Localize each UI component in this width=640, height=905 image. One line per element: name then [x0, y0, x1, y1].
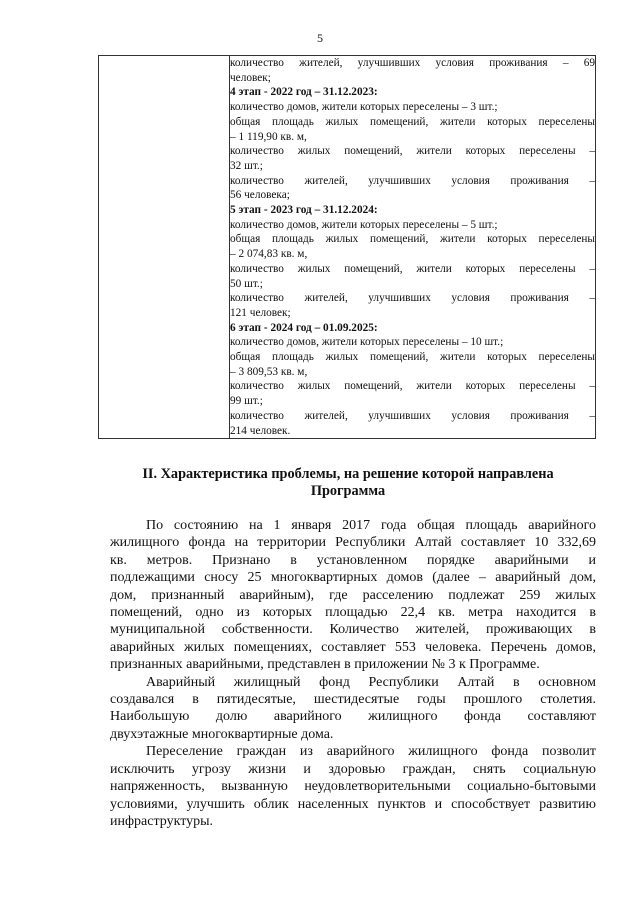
stage-detail-line: общая площадь жилых помещений, жители которых переселены [230, 115, 595, 128]
stage-detail-line: общая площадь жилых помещений, жители которых переселены [230, 351, 595, 364]
section-heading-line-1: II. Характеристика проблемы, на решение которой направлена [142, 466, 554, 482]
stage-detail-line: количество жилых помещений, жители которых переселены – [230, 380, 595, 393]
paragraph-line: подлежащими сносу 25 многоквартирных домов (далее – аварийный дом, [110, 570, 596, 586]
paragraph [110, 743, 596, 830]
paragraph-line: дом, признанный аварийным), где расселению подлежат 259 жилых [110, 587, 596, 603]
paragraph-line: создавался в пятидесятые, шестидесятые годы прошлого столетия. [110, 692, 596, 708]
stage-detail-line: количество жителей, улучшивших условия проживания – [230, 292, 595, 305]
stage-detail-line: количество домов, жители которых переселены – 10 шт.; [230, 336, 504, 349]
paragraph-line: напряженность, вызванную неудовлетворительными социально-бытовыми [110, 779, 596, 795]
paragraph-line: Переселение граждан из аварийного жилищного фонда позволит [146, 744, 596, 760]
paragraph-line: муниципальной собственности. Количество жителей, проживающих в [110, 622, 596, 638]
stage-title: 6 этап - 2024 год – 01.09.2025: [230, 321, 378, 334]
paragraph-line: помещений, одно из которых площадью 22,4 кв. метра находится в [110, 605, 596, 621]
stage-title: 5 этап - 2023 год – 31.12.2024: [230, 204, 378, 217]
stage-title: 4 этап - 2022 год – 31.12.2023: [230, 86, 378, 99]
paragraph-line: условиями, улучшить облик населенных пунктов и способствует развитию [110, 796, 596, 812]
stage-detail-line: человек; [230, 71, 271, 84]
paragraph-line: По состоянию на 1 января 2017 года общая площадь аварийного [146, 518, 596, 533]
paragraph-line: двухэтажные многоквартирные дома. [110, 726, 334, 742]
table-label-cell [99, 56, 230, 439]
stage-detail-line: количество жилых помещений, жители которых переселены – [230, 145, 595, 158]
stage-detail-line: количество жителей, улучшивших условия проживания – 69 [230, 57, 595, 69]
stage-detail-line: 32 шт.; [230, 159, 263, 172]
paragraph-line: признанных аварийными, представлен в приложении № 3 к Программе. [110, 657, 540, 673]
stage-detail-line: общая площадь жилых помещений, жители которых переселены [230, 233, 595, 246]
paragraph [110, 517, 596, 674]
section-heading-line-2: Программа [310, 483, 386, 499]
table-stages-cell [230, 56, 596, 439]
paragraph-line: жилищного фонда на территории Республики Алтай составляет 10 332,69 [110, 535, 596, 551]
stage-detail-line: количество домов, жители которых переселены – 3 шт.; [230, 101, 498, 114]
stage-detail-line: 50 шт.; [230, 277, 263, 290]
stage-detail-line: количество жителей, улучшивших условия проживания – [230, 409, 595, 422]
paragraph-line: исключить угрозу жизни и здоровью граждан, снять социальную [110, 761, 596, 777]
stage-detail-line: количество домов, жители которых переселены – 5 шт.; [230, 218, 498, 231]
stage-detail-line: – 1 119,90 кв. м, [230, 130, 307, 143]
stage-detail-line: 56 человека; [230, 189, 290, 202]
page-number: 5 [317, 31, 323, 45]
stage-detail-line: – 2 074,83 кв. м, [230, 248, 308, 261]
program-stages-table [98, 55, 596, 439]
stage-detail-line: 99 шт.; [230, 395, 263, 408]
paragraph [110, 674, 596, 744]
paragraph-line: аварийных жилых помещениях, составляет 553 человека. Перечень домов, [110, 639, 596, 655]
paragraph-line: Аварийный жилищный фонд Республики Алтай в основном [146, 674, 596, 690]
stage-detail-line: количество жилых помещений, жители которых переселены – [230, 262, 595, 275]
section-body [110, 517, 596, 830]
section-heading [100, 466, 596, 500]
stage-detail-line: 214 человек. [230, 424, 291, 437]
stage-detail-line: – 3 809,53 кв. м, [230, 365, 308, 378]
stage-detail-line: количество жителей, улучшивших условия проживания – [230, 174, 595, 187]
paragraph-line: инфраструктуры. [110, 813, 214, 829]
paragraph-line: кв. метров. Признано в установленном порядке аварийными и [110, 552, 596, 568]
stage-detail-line: 121 человек; [230, 306, 291, 319]
paragraph-line: Наибольшую долю аварийного жилищного фонда составляют [110, 709, 596, 725]
